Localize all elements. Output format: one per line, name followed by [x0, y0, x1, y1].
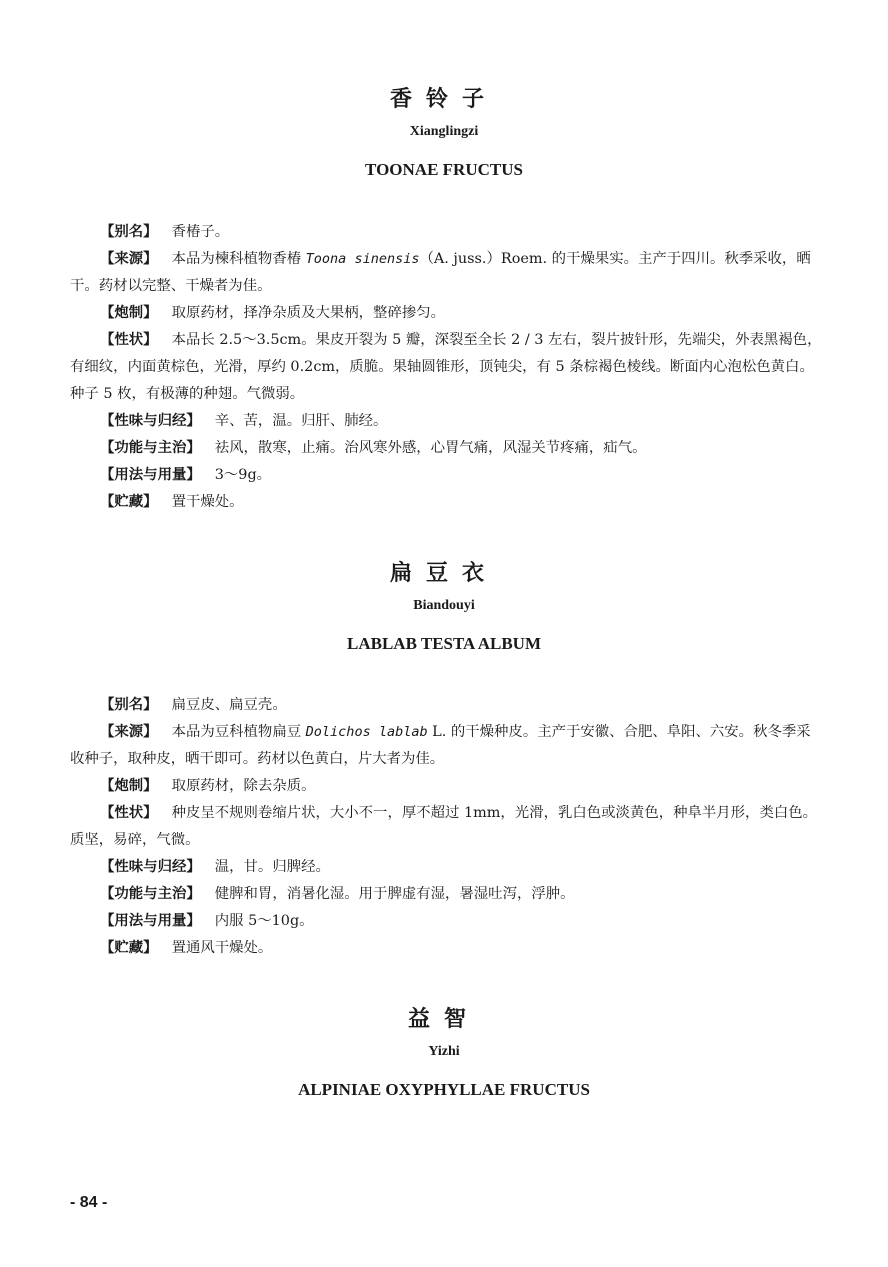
monograph-latin-name: ALPINIAE OXYPHYLLAE FRUCTUS [298, 1080, 590, 1099]
storage-text: 置通风干燥处。 [171, 940, 273, 956]
dosage-label: 【用法与用量】 [100, 467, 201, 483]
description-paragraph [70, 800, 822, 854]
species-name: Dolichos lablab [305, 724, 428, 740]
page-number: - 84 - [70, 1194, 108, 1211]
storage-label: 【贮藏】 [100, 940, 158, 956]
dosage-text: 内服 5～10g。 [214, 913, 314, 929]
processing-paragraph [70, 773, 822, 800]
processing-label: 【炮制】 [100, 778, 158, 794]
nature-paragraph [70, 854, 822, 881]
dosage-paragraph [70, 908, 822, 935]
alias-paragraph [70, 692, 822, 719]
description-text: 本品长 2.5～3.5cm。果皮开裂为 5 瓣，深裂至全长 2 / 3 左右，裂片披针形，先端尖，外表黑褐色，有细纹，内面黄棕色，光滑，厚约 0.2cm，质脆。果轴圆锥形，顶钝尖，有 5 条棕褐色棱线。断面内心泡松色黄白。种子 5 枚，有极薄的种翅。气微弱。 [70, 332, 822, 402]
alias-text: 扁豆皮、扁豆壳。 [171, 697, 287, 713]
monograph-pinyin: Xianglingzi [409, 124, 479, 139]
processing-text: 取原药材，择净杂质及大果柄，整碎掺匀。 [171, 305, 446, 321]
function-paragraph [70, 881, 822, 908]
description-label: 【性状】 [100, 805, 158, 821]
species-name: Toona sinensis [305, 251, 420, 267]
source-text-after: L. 的干燥种皮。主产于安徽、合肥、阜阳、六安。秋冬季采收种子，取种皮，晒干即可。药材以色黄白，片大者为佳。 [70, 724, 811, 767]
alias-paragraph [70, 219, 822, 246]
processing-label: 【炮制】 [100, 305, 158, 321]
monograph-body-lablab [70, 692, 822, 962]
nature-label: 【性味与归经】 [100, 413, 201, 429]
alias-label: 【别名】 [100, 697, 158, 713]
dosage-paragraph [70, 462, 822, 489]
description-paragraph [70, 327, 822, 408]
monograph-title-cn: 益智 [407, 1007, 480, 1032]
source-paragraph [70, 246, 822, 300]
processing-paragraph [70, 300, 822, 327]
dosage-label: 【用法与用量】 [100, 913, 201, 929]
nature-text: 辛、苦，温。归肝、肺经。 [214, 413, 388, 429]
monograph-body-toonae [70, 219, 822, 516]
monograph-latin-name: TOONAE FRUCTUS [365, 160, 523, 179]
processing-text: 取原药材，除去杂质。 [171, 778, 316, 794]
function-text: 祛风，散寒，止痛。治风寒外感，心胃气痛，风湿关节疼痛，疝气。 [214, 440, 647, 456]
function-label: 【功能与主治】 [100, 886, 201, 902]
function-text: 健脾和胃，消暑化湿。用于脾虚有湿，暑湿吐泻，浮肿。 [214, 886, 575, 902]
source-label: 【来源】 [100, 251, 158, 267]
source-text-before: 本品为豆科植物扁豆 [171, 724, 306, 740]
monograph-title-cn: 扁豆衣 [389, 561, 498, 586]
dosage-text: 3～9g。 [214, 467, 272, 483]
source-paragraph [70, 719, 822, 773]
alias-text: 香椿子。 [171, 224, 230, 240]
source-label: 【来源】 [100, 724, 158, 740]
nature-text: 温，甘。归脾经。 [214, 859, 330, 875]
function-label: 【功能与主治】 [100, 440, 201, 456]
monograph-title-cn: 香铃子 [389, 87, 498, 112]
monograph-pinyin: Biandouyi [413, 598, 475, 613]
description-label: 【性状】 [100, 332, 158, 348]
monograph-latin-name: LABLAB TESTA ALBUM [347, 634, 541, 653]
monograph-pinyin: Yizhi [428, 1044, 460, 1059]
alias-label: 【别名】 [100, 224, 158, 240]
nature-paragraph [70, 408, 822, 435]
storage-paragraph [70, 935, 822, 962]
storage-label: 【贮藏】 [100, 494, 158, 510]
storage-text: 置干燥处。 [171, 494, 244, 510]
function-paragraph [70, 435, 822, 462]
nature-label: 【性味与归经】 [100, 859, 201, 875]
source-text-after: （A. juss.）Roem. 的干燥果实。主产于四川。秋季采收，晒干。药材以完整、干燥者为佳。 [70, 251, 811, 294]
storage-paragraph [70, 489, 822, 516]
description-text: 种皮呈不规则卷缩片状，大小不一，厚不超过 1mm，光滑，乳白色或淡黄色，种阜半月形，类白色。质坚，易碎，气微。 [70, 805, 818, 848]
source-text-before: 本品为楝科植物香椿 [171, 251, 306, 267]
